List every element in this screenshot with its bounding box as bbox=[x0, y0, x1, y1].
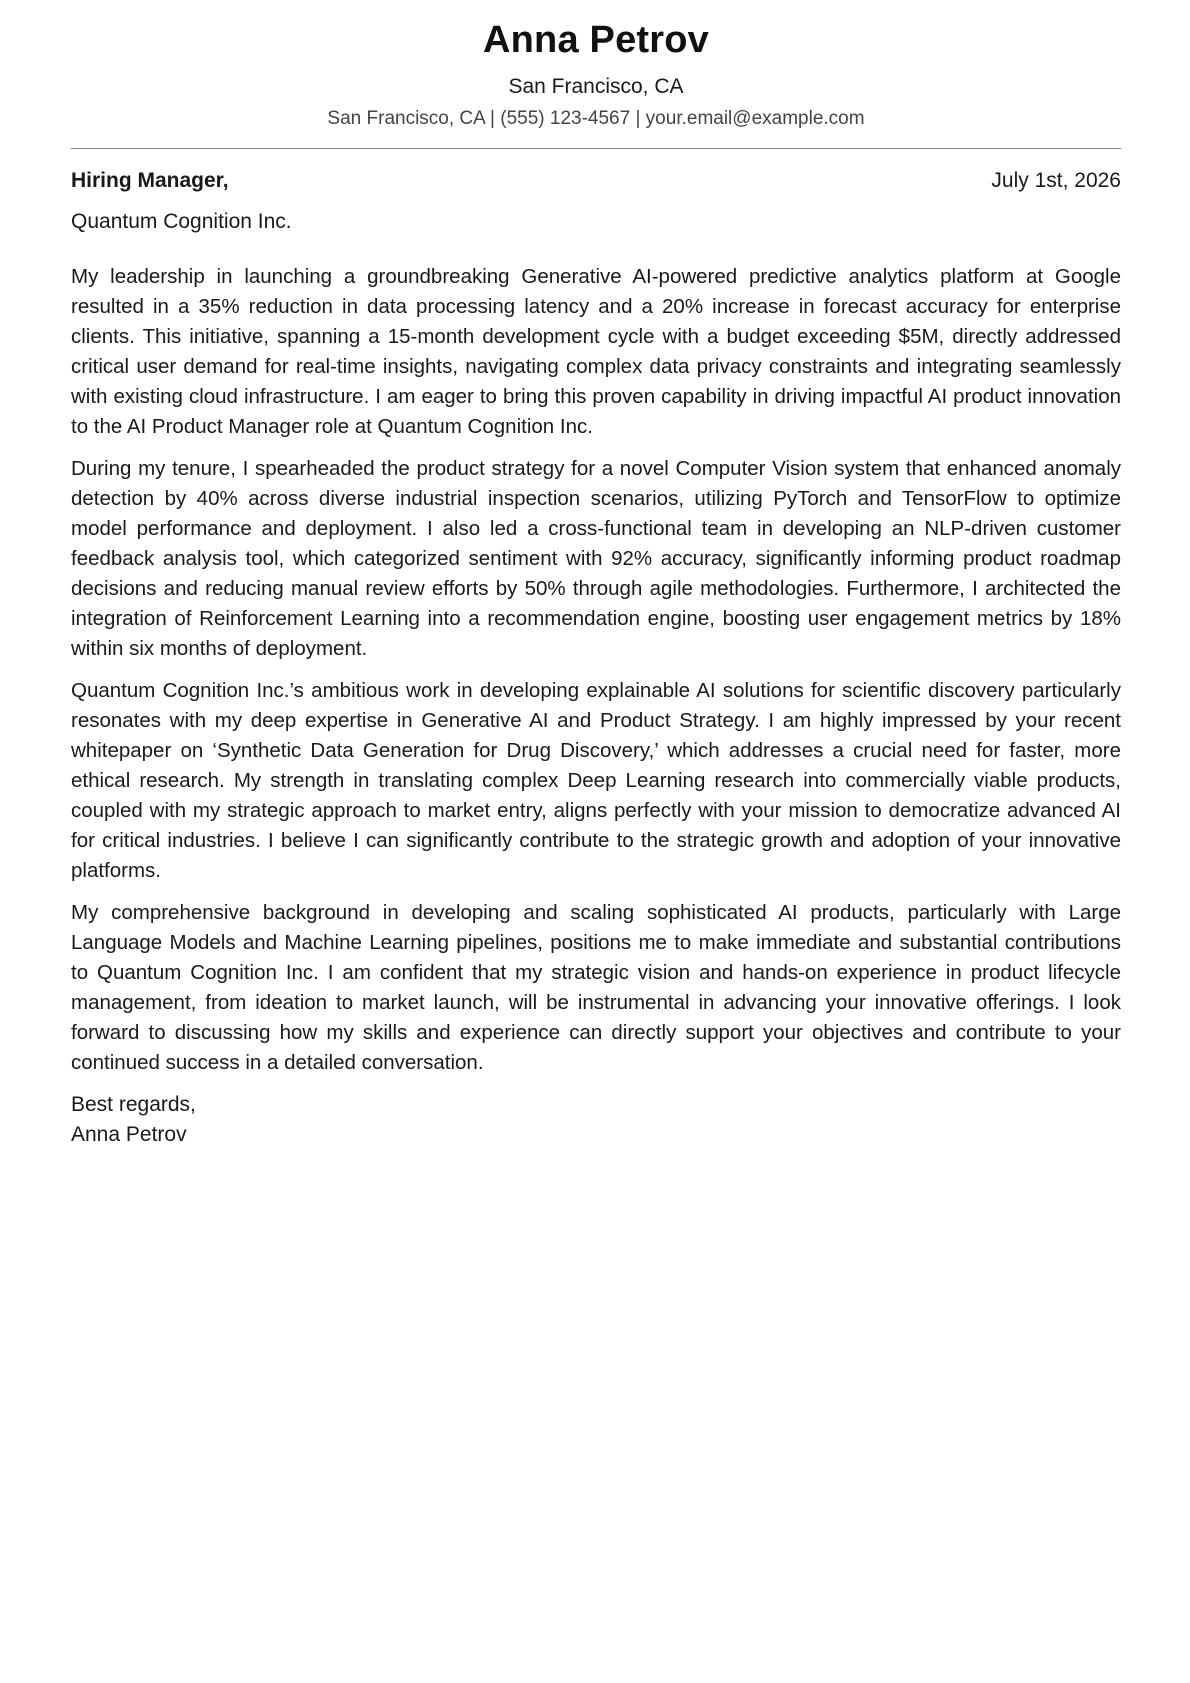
body-paragraph: Quantum Cognition Inc.’s ambitious work in developing explainable AI solutions for scientific discovery particularly resonates with my deep expertise in Generative AI and Product Strategy. I am highly impressed by your recent whitepaper on ‘Synthetic Data Generation for Drug Discovery,’ which addresses a crucial need for faster, more ethical research. My strength in translating complex Deep Learning research into commercially viable products, coupled with my strategic approach to market entry, aligns perfectly with your mission to democratize advanced AI for critical industries. I believe I can significantly contribute to the strategic growth and adoption of your innovative platforms. bbox=[71, 679, 1121, 882]
body-paragraph: During my tenure, I spearheaded the product strategy for a novel Computer Vision system that enhanced anomaly detection by 40% across diverse industrial inspection scenarios, utilizing PyTorch and TensorFlow to optimize model performance and deployment. I also led a cross-functional team in developing an NLP-driven customer feedback analysis tool, which categorized sentiment with 92% accuracy, significantly informing product roadmap decisions and reducing manual review efforts by 50% through agile methodologies. Furthermore, I architected the integration of Reinforcement Learning into a recommendation engine, boosting user engagement metrics by 18% within six months of deployment. bbox=[71, 457, 1121, 660]
letter-closing bbox=[71, 1090, 1121, 1150]
body-paragraph: My leadership in launching a groundbreaking Generative AI-powered predictive analytics platform at Google resulted in a 35% reduction in data processing latency and a 20% increase in forecast accuracy for enterprise clients. This initiative, spanning a 15-month development cycle with a budget exceeding $5M, directly addressed critical user demand for real-time insights, navigating complex data privacy constraints and integrating seamlessly with existing cloud infrastructure. I am eager to bring this proven capability in driving impactful AI product innovation to the AI Product Manager role at Quantum Cognition Inc. bbox=[71, 265, 1121, 438]
closing-signature: Anna Petrov bbox=[71, 1123, 187, 1146]
recipient-salutation: Hiring Manager, bbox=[71, 169, 229, 192]
letter-date: July 1st, 2026 bbox=[991, 169, 1121, 192]
body-paragraph: My comprehensive background in developing and scaling sophisticated AI products, particularly with Large Language Models and Machine Learning pipelines, positions me to make immediate and substantial contributions to Quantum Cognition Inc. I am confident that my strategic vision and hands-on experience in product lifecycle management, from ideation to market launch, will be instrumental in advancing your innovative offerings. I look forward to discussing how my skills and experience can directly support your objectives and contribute to your continued success in a detailed conversation. bbox=[71, 901, 1121, 1074]
cover-letter-page bbox=[71, 0, 1121, 1150]
recipient-company: Quantum Cognition Inc. bbox=[71, 210, 292, 233]
letter-body bbox=[71, 262, 1121, 1078]
sender-location: San Francisco, CA bbox=[508, 75, 684, 98]
sender-contact-line: San Francisco, CA | (555) 123-4567 | your.email@example.com bbox=[327, 108, 865, 129]
sender-name: Anna Petrov bbox=[482, 19, 710, 61]
closing-signoff: Best regards, bbox=[71, 1093, 196, 1116]
header-divider bbox=[71, 148, 1121, 149]
recipient-date-row bbox=[71, 167, 1121, 195]
letter-header bbox=[71, 0, 1121, 132]
